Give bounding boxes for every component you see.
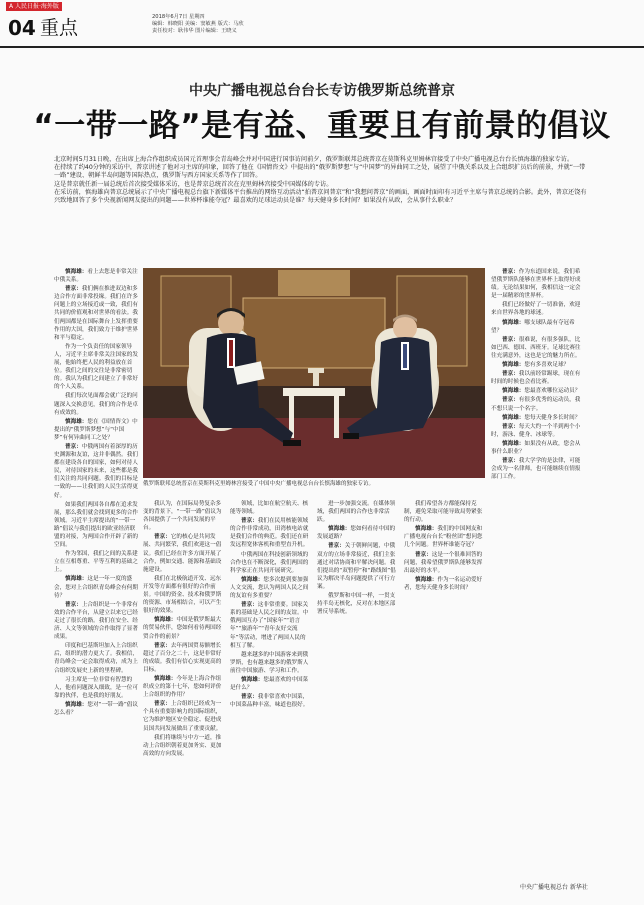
speaker-label: 普京： [154, 701, 171, 708]
staff-line-2: 责任校对：耿伟华 图片编辑：王晓义 [152, 28, 237, 34]
paragraph-text: 您多次提到要加强人文交流，您认为两国人民之间的友谊有多重要？ [230, 576, 309, 600]
edition-date: 2018年6月7日 星期四 [152, 14, 205, 20]
paragraph [230, 693, 310, 709]
paragraph [143, 734, 223, 758]
paragraph-text: 我大学学的是法律，可能会成为一名律师，也可能继续在情报部门工作。 [491, 458, 581, 481]
paragraph-text: 上合组织已经成为一个具有重要影响力的国际组织，它为维护地区安全稳定、促进成员国共同发展做出了重要贡献。 [143, 701, 222, 732]
speaker-label: 普京： [241, 602, 258, 609]
page-number: 04 [8, 16, 36, 40]
paragraph [230, 676, 310, 692]
speaker-label: 慎海雄： [241, 676, 264, 683]
paragraph [317, 592, 397, 616]
paragraph-text: 很难说，有很多强队，比如巴西、德国、西班牙。足球比赛往往充满意外，这也是它的魅力所在。 [491, 336, 581, 359]
paragraph-text: 这非常重要。国家关系的基础是人民之间的友谊。中俄两国互办了“国家年”“语言年”“旅游年”“青年友好交流年”等活动，增进了两国人民的相互了解。 [230, 602, 309, 649]
paragraph [404, 576, 484, 592]
paragraph [491, 301, 583, 317]
speaker-label: 慎海雄： [65, 269, 88, 275]
speaker-label: 普京： [502, 269, 519, 275]
speaker-label: 慎海雄： [328, 526, 351, 533]
paragraph [143, 642, 223, 674]
paragraph [491, 457, 583, 481]
newspaper-logo: A 人民日报·海外版 [6, 2, 62, 11]
paragraph [491, 370, 583, 386]
paragraph-text: 上合组织是一个非常有效的合作平台，从建立以来它已经走过了很长的路。我们在安全、经济、人文等领域的合作取得了显著成果。 [54, 601, 138, 641]
paragraph-text: 中俄两国有着深厚的历史渊源和友谊，这并非偶然。我们都在建设各自的国家，如何对待人民，对待国家的未来，这些都是我们关注的共同问题。我们的目标是一致的——让我们的人民生活得更好。 [54, 443, 138, 499]
paragraph [54, 418, 138, 442]
paragraph [404, 500, 484, 524]
paragraph-text: 这是一年一度的盛会，您对上合组织青岛峰会有何期待？ [54, 576, 138, 599]
paragraph-text: 作为东道国来说，我们希望俄罗斯队能够在世界杯上取得好成绩。无论结果如何，我相信这一定会是一届精彩的世界杯。 [491, 269, 581, 300]
paragraph [54, 268, 138, 284]
paragraph [404, 551, 484, 575]
paragraph [54, 642, 138, 674]
lead-paragraph: 这是普京就任新一届总统后首次接受媒体采访，也是普京总统首次在克里姆林宫接受中国媒体的专访。 [54, 180, 333, 188]
paragraph [143, 533, 223, 573]
speaker-label: 慎海雄： [502, 388, 525, 395]
interview-photo [143, 268, 485, 478]
paragraph-text: 您最喜欢的中国菜是什么？ [230, 676, 309, 692]
speaker-label: 普京： [502, 371, 519, 378]
speaker-label: 普京： [328, 543, 345, 550]
speaker-label: 慎海雄： [502, 319, 525, 326]
text-column-5 [491, 268, 583, 880]
paragraph-text: 越来越多的中国游客来到俄罗斯，也有越来越多的俄罗斯人前往中国旅游、学习和工作。 [230, 651, 309, 674]
masthead [0, 0, 644, 46]
speaker-label: 慎海雄： [502, 440, 525, 447]
paragraph-text: 每天大约一个半到两个小时，游泳、健身、冰球等。 [491, 423, 581, 438]
speaker-label: 慎海雄： [502, 414, 525, 421]
paragraph-text: 领域，比如在航空航天、核能等领域。 [230, 501, 309, 516]
paragraph-text: 我以前经常踢球，现在有时间的时候也会看比赛。 [491, 371, 581, 386]
paragraph [143, 675, 223, 699]
paragraph-text: 我们每次见面都会就广泛的问题深入交换意见，我们的合作是卓有成效的。 [54, 393, 138, 416]
article-subtitle: 中央广播电视总台台长专访俄罗斯总统普京 [189, 83, 455, 99]
speaker-label: 慎海雄： [415, 526, 438, 533]
paragraph-text: 您对“一带一路”倡议怎么看？ [54, 701, 138, 716]
article-source: 中央广播电视总台 新华社 [520, 884, 588, 891]
paragraph-text: 我们在北极航道开发、远东开发等方面都有很好的合作前景。中国的资金、技术和俄罗斯的资源、市场相结合，可以产生很好的效果。 [143, 575, 222, 615]
speaker-label: 普京： [241, 694, 258, 701]
section-title: 重点 [40, 17, 79, 39]
paragraph-text: 作为邻国，我们之间的关系建立在互相尊重、平等互利的基础之上。 [54, 551, 138, 574]
speaker-label: 慎海雄： [502, 362, 525, 369]
paragraph [230, 601, 310, 650]
paragraph [317, 542, 397, 591]
paragraph [317, 525, 397, 541]
paragraph-text: 哪支球队最有夺冠希望？ [491, 319, 575, 334]
paragraph-text: 中国是俄罗斯最大的贸易伙伴，您如何看待两国经贸合作的前景？ [143, 617, 222, 640]
paragraph [491, 361, 583, 369]
paragraph [230, 576, 310, 600]
text-column-4 [317, 500, 397, 880]
paragraph-text: 它的核心是共同发展、共同繁荣，我们欢迎这一倡议。我们已经在许多方面开展了合作，例如交通、能源和基础设施建设。 [143, 534, 222, 573]
speaker-label: 普京： [502, 423, 519, 430]
paragraph [491, 440, 583, 456]
paragraph-text: 今年是上海合作组织成立的第十七年，您如何评价上合组织的作用？ [143, 675, 222, 699]
speaker-label: 普京： [502, 458, 519, 465]
paragraph-text: 中俄两国在科技创新领域的合作也在不断深化，我们两国的科学家正在共同开展研究。 [230, 551, 309, 574]
photo-caption: 俄罗斯联邦总统普京在莫斯科克里姆林宫接受了中国中央广播电视总台台长慎海雄的独家专访。 [143, 481, 375, 487]
paragraph [491, 336, 583, 360]
paragraph-text: 作为一名运动爱好者，您每天健身多长时间？ [404, 576, 483, 591]
paragraph-text: 去年两国贸易额增长超过了百分之二十，这是非常好的成绩。我们有信心实现更高的目标。 [143, 642, 222, 673]
paragraph-text: 作为一个负责任的国家领导人，习近平主席非常关注国家的发展，他始终把人民的利益放在首位。我们之间的交往是非常密切的。我认为我们之间建立了非常好的个人关系。 [54, 343, 138, 391]
paragraph-text: 关于朝鲜问题，中俄双方的立场非常接近，我们主张通过对话协商和平解决问题。我们提出的“双暂停”和“路线图”倡议为解决半岛问题提供了可行方案。 [317, 543, 396, 590]
paragraph-text: 我们希望各方都能保持克制，避免采取可能导致局势紧张的行动。 [404, 501, 483, 524]
paragraph-text: 如果我们两国各自都在追求发展，那么我们就会找到更多的合作领域。习近平主席提出的“一带一路”倡议与我们提出的欧亚经济联盟的对接，为两国合作开辟了新的空间。 [54, 501, 138, 549]
paragraph [491, 319, 583, 335]
paragraph [54, 392, 138, 416]
lead-paragraph: 在采访前，慎海雄向普京总统展示了中央广播电视总台旗下新媒体平台推出的网络互动活动“拍普京问普京”和“我想问普京”的画面，画面时面印有习近平主席与普京总统的合影。此外，普京还饶有兴致地回答了多个央视新闻网友提出的问题——世界杯谁能夺冠？最喜欢的足球运动员是谁？每天健身多长时间？如果没有从政，会从事什么职业？ [54, 188, 587, 205]
paragraph-text: 我们将继续与中方一道，推动上合组织朝着更加务实、更加高效的方向发展。 [143, 734, 222, 757]
text-column-4b [404, 500, 484, 880]
paragraph [54, 501, 138, 550]
paragraph-text: 您有多喜欢足球？ [524, 362, 570, 369]
paragraph-text: 我们已经做好了一切准备，欢迎来自世界各地的球迷。 [491, 302, 581, 317]
paragraph [54, 443, 138, 500]
paragraph [230, 651, 310, 675]
paragraph-text: 您如何看待中国的发展道路？ [317, 526, 396, 541]
speaker-label: 普京： [502, 336, 519, 343]
speaker-label: 普京： [154, 642, 171, 649]
paragraph-text: 我非常喜欢中国菜，中国菜品种丰富，味道也很好。 [230, 694, 309, 709]
paragraph-text: 我们的中国网友和广播电视台台长“粉丝团”想问您几个问题。世界杯谁能夺冠？ [404, 526, 483, 549]
paragraph-text: 如果没有从政，您会从事什么职业？ [491, 440, 581, 455]
text-column-1 [54, 268, 138, 880]
paragraph-text: 您最喜欢哪位运动员？ [524, 388, 581, 395]
article-lead [54, 156, 590, 205]
paragraph-text: 我认为，在国际局势复杂多变的背景下，“一带一路”倡议为各国提供了一个共同发展的平台。 [143, 501, 222, 532]
speaker-label: 慎海雄： [154, 617, 177, 624]
speaker-label: 慎海雄： [415, 576, 438, 583]
lead-paragraph: 在持续了约40分钟的采访中，普京讲述了他对习主席的印象，回答了他在《国情咨文》中提出的“俄罗斯梦想”与“中国梦”的异曲同工之处，展望了中俄关系以及上合组织扩员后的前景，并就“一带一路”建设、朝鲜半岛问题等国际热点，俄罗斯与西方国家关系等作了回答。 [54, 164, 586, 180]
paragraph [54, 285, 138, 342]
paragraph-text: 这是一个很难回答的问题，我希望俄罗斯队能够发挥出最好的水平。 [404, 551, 483, 574]
speaker-label: 普京： [65, 601, 82, 608]
paragraph-text: 俄罗斯和中国一样，一贯支持半岛无核化，反对在本地区部署反导系统。 [317, 593, 396, 616]
paragraph-text: 进一步加强交流。在媒体领域，我们两国的合作也非常活跃。 [317, 501, 396, 524]
paragraph [491, 423, 583, 439]
text-column-3 [230, 500, 310, 880]
paragraph [54, 601, 138, 641]
speaker-label: 普京： [65, 286, 82, 293]
paragraph [54, 550, 138, 574]
text-column-2 [143, 500, 223, 880]
paragraph [143, 575, 223, 615]
paragraph-text: 我们在民用核能领域的合作非常成功，田湾核电站就是我们合作的典范。我们还在研发远程宽体客机和重型直升机。 [230, 518, 309, 549]
paragraph [230, 551, 310, 575]
speaker-label: 普京： [154, 534, 171, 541]
paragraph [230, 500, 310, 516]
paragraph [491, 387, 583, 395]
paragraph-text: 您在《国情咨文》中提出的“俄罗斯梦想”与“中国梦”有何异曲同工之处？ [54, 418, 138, 441]
paragraph [54, 701, 138, 717]
paragraph [54, 343, 138, 392]
paragraph [317, 500, 397, 524]
paragraph [491, 414, 583, 422]
paragraph-text: 我们俩在推进双边和多边合作方面非常投缘。我们在许多问题上的立场接近或一致，我们有共同的价值观和对世界的看法。我们两国都是在国际舞台上发挥重要作用的大国，我们致力于维护世界和平与稳定。 [54, 286, 138, 341]
paragraph [230, 517, 310, 549]
paragraph [143, 500, 223, 532]
paragraph [54, 676, 138, 700]
paragraph-text: 印度和巴基斯坦加入上合组织后，组织的潜力更大了。我相信，青岛峰会一定会取得成功，成为上合组织发展史上新的里程碑。 [54, 643, 138, 674]
paragraph [491, 268, 583, 300]
paragraph [54, 575, 138, 599]
paragraph-text: 有很多优秀的运动员，我不想只说一个名字。 [491, 397, 581, 412]
paragraph [143, 616, 223, 640]
speaker-label: 慎海雄： [241, 576, 264, 583]
speaker-label: 慎海雄： [65, 701, 88, 708]
lead-paragraph: 北京时间5月31日晚，在出席上海合作组织成员国元首理事会青岛峰会并对中国进行国事访问前夕，俄罗斯联邦总统普京在莫斯科克里姆林宫接受了中央广播电视总台台长慎海雄的独家专访。 [54, 156, 574, 163]
paragraph-text: 看上去您是非常关注中俄关系。 [54, 269, 138, 284]
speaker-label: 普京： [241, 518, 258, 525]
paragraph [491, 396, 583, 412]
edition-info [152, 14, 244, 35]
speaker-label: 普京： [65, 443, 82, 450]
paragraph-text: 您每天健身多长时间？ [524, 414, 581, 421]
speaker-label: 普京： [415, 551, 432, 558]
paragraph [143, 700, 223, 732]
speaker-label: 慎海雄： [154, 675, 177, 682]
header-divider [0, 46, 644, 48]
article-headline: “一带一路”是有益、重要且有前景的倡议 [33, 108, 611, 144]
speaker-label: 慎海雄： [65, 418, 88, 425]
staff-line-1: 编辑：韩晓阳 美编：窦敏燕 版式：马欣 [152, 21, 244, 27]
paragraph-text: 习主席是一位非常有智慧的人，他看问题深入细致，是一位可靠的伙伴，也是我的好朋友。 [54, 676, 138, 699]
speaker-label: 慎海雄： [65, 576, 88, 583]
paragraph [404, 525, 484, 549]
speaker-label: 普京： [502, 397, 519, 404]
